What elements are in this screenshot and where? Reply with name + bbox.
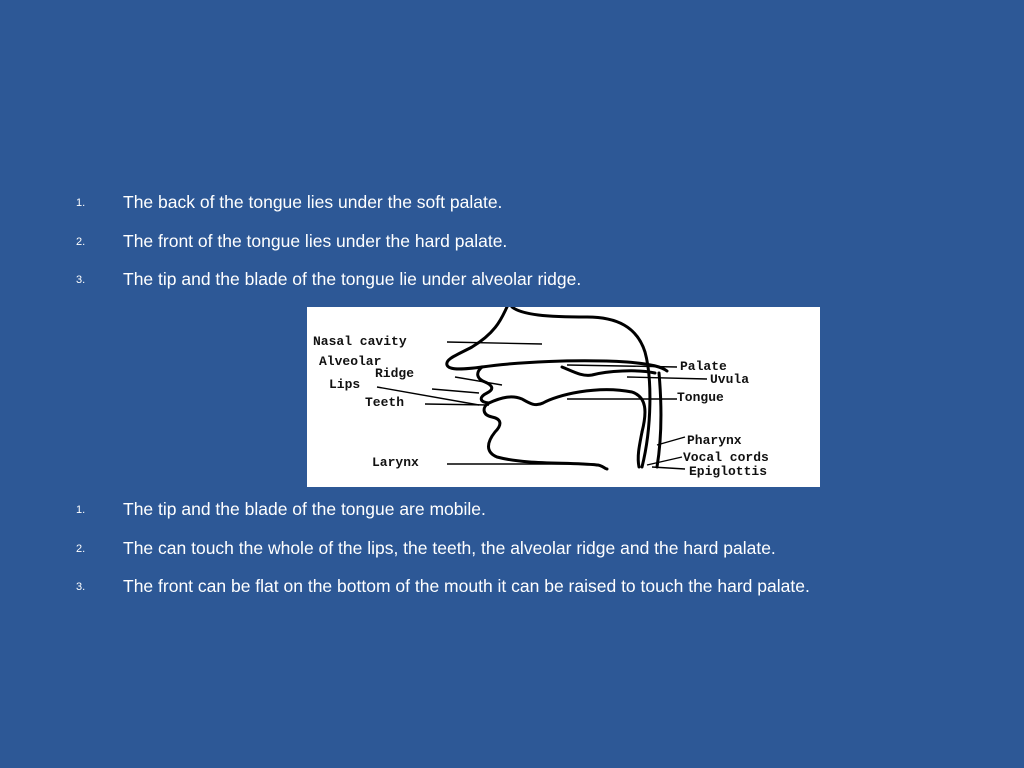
soft-palate bbox=[562, 367, 655, 375]
list-number: 3. bbox=[76, 274, 86, 286]
list-item bbox=[0, 230, 1024, 269]
label-alveolar: Alveolar bbox=[319, 354, 382, 369]
list-item bbox=[0, 268, 1024, 307]
list-item bbox=[0, 498, 1024, 537]
list-text: The front can be flat on the bottom of the mouth it can be raised to touch the hard palate. bbox=[123, 576, 810, 596]
lower-lip bbox=[484, 403, 597, 465]
label-palate: Palate bbox=[680, 359, 727, 374]
list-bottom bbox=[0, 498, 1024, 614]
list-text: The tip and the blade of the tongue are mobile. bbox=[123, 499, 486, 519]
nose-outline bbox=[447, 307, 507, 369]
label-uvula: Uvula bbox=[710, 372, 750, 387]
list-number: 2. bbox=[76, 542, 86, 555]
label-teeth: Teeth bbox=[365, 395, 405, 410]
list-number: 1. bbox=[76, 197, 86, 209]
vocal-tract-svg bbox=[307, 307, 820, 487]
list-item bbox=[0, 575, 1024, 614]
list-number: 1. bbox=[76, 504, 86, 516]
list-item bbox=[0, 191, 1024, 230]
label-epiglottis: Epiglottis bbox=[689, 464, 768, 479]
back-of-head bbox=[512, 307, 650, 467]
list-top bbox=[0, 191, 1024, 307]
throat-back bbox=[657, 373, 661, 467]
arrow-palate bbox=[567, 365, 677, 367]
pharynx-line bbox=[638, 432, 642, 467]
label-ridge: Ridge bbox=[375, 366, 415, 381]
list-item bbox=[0, 537, 1024, 576]
list-text: The can touch the whole of the lips, the teeth, the alveolar ridge and the hard palate. bbox=[123, 537, 776, 558]
list-text: The back of the tongue lies under the soft palate. bbox=[123, 192, 503, 212]
larynx-tube bbox=[597, 465, 607, 469]
label-larynx: Larynx bbox=[372, 455, 419, 470]
arrow-ridge bbox=[432, 389, 479, 393]
label-lips: Lips bbox=[329, 377, 361, 392]
tongue-outline bbox=[489, 390, 645, 432]
arrow-vocal bbox=[647, 457, 682, 465]
label-nasal-cavity: Nasal cavity bbox=[313, 334, 407, 349]
list-text: The tip and the blade of the tongue lie under alveolar ridge. bbox=[123, 269, 582, 289]
upper-lip bbox=[478, 367, 492, 403]
label-pharynx: Pharynx bbox=[687, 433, 742, 448]
arrow-nasal bbox=[447, 342, 542, 344]
list-text: The front of the tongue lies under the hard palate. bbox=[123, 230, 508, 251]
arrow-uvula bbox=[627, 377, 707, 379]
arrow-teeth bbox=[425, 404, 489, 405]
label-vocal-cords: Vocal cords bbox=[683, 450, 769, 465]
list-number: 2. bbox=[76, 235, 86, 248]
vocal-tract-diagram bbox=[307, 307, 820, 487]
list-number: 3. bbox=[76, 581, 86, 593]
label-tongue: Tongue bbox=[677, 390, 724, 405]
arrow-epiglottis bbox=[652, 467, 685, 469]
